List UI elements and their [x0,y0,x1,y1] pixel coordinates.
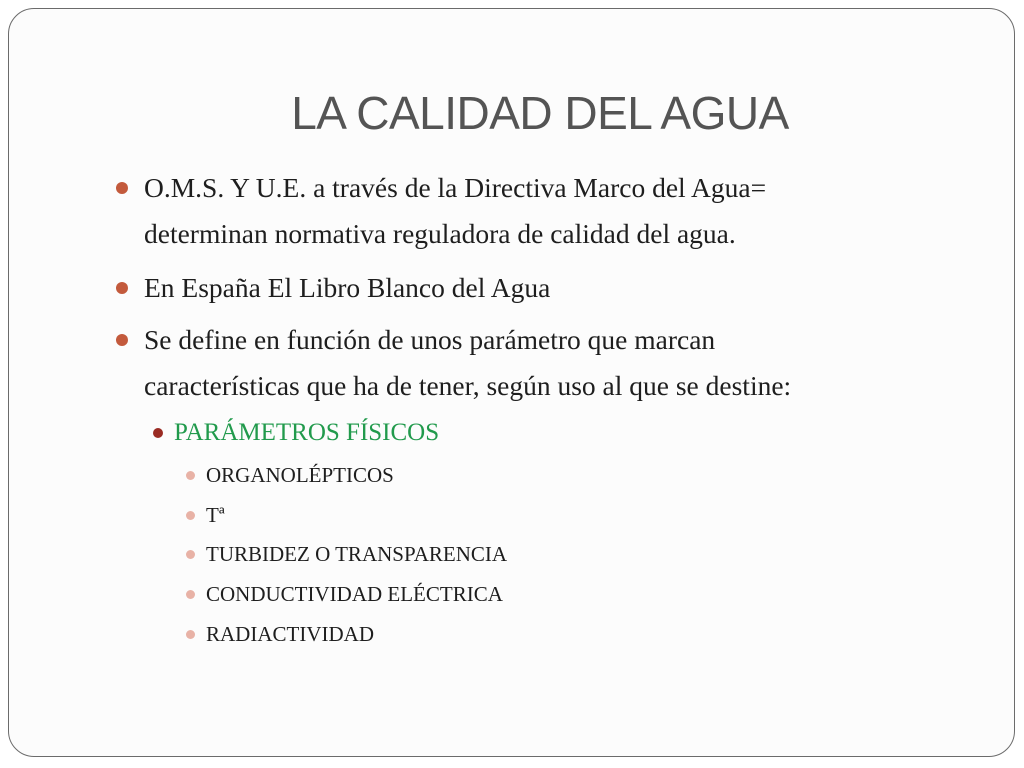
bullet-dot-icon [116,182,128,194]
slide-title: LA CALIDAD DEL AGUA [291,87,789,139]
bullet-3-line-2: características que ha de tener, según uso al que se destine: [144,370,792,401]
bullet-1-line-2: determinan normativa reguladora de calidad del agua. [144,218,736,249]
sub-sub-bullet-dot-icon [186,471,195,480]
sub-sub-bullet-dot-icon [186,630,195,639]
sub-bullet-dot-icon [153,428,163,438]
sub-sub-bullet-dot-icon [186,590,195,599]
list-item: RADIACTIVIDAD [206,622,374,646]
bullet-1-line-1: O.M.S. Y U.E. a través de la Directiva Marco del Agua= [144,172,767,203]
bullet-dot-icon [116,282,128,294]
sub-sub-bullet-dot-icon [186,550,195,559]
list-item: TURBIDEZ O TRANSPARENCIA [206,542,508,566]
bullet-3-line-1: Se define en función de unos parámetro que marcan [144,324,716,355]
sub-sub-bullet-dot-icon [186,511,195,520]
list-item: CONDUCTIVIDAD ELÉCTRICA [206,582,503,606]
list-item: Tª [206,503,225,527]
list-item: ORGANOLÉPTICOS [206,463,394,487]
bullet-dot-icon [116,334,128,346]
bullet-2-line-1: En España El Libro Blanco del Agua [144,272,551,303]
sub-heading-parametros-fisicos: PARÁMETROS FÍSICOS [174,419,440,446]
